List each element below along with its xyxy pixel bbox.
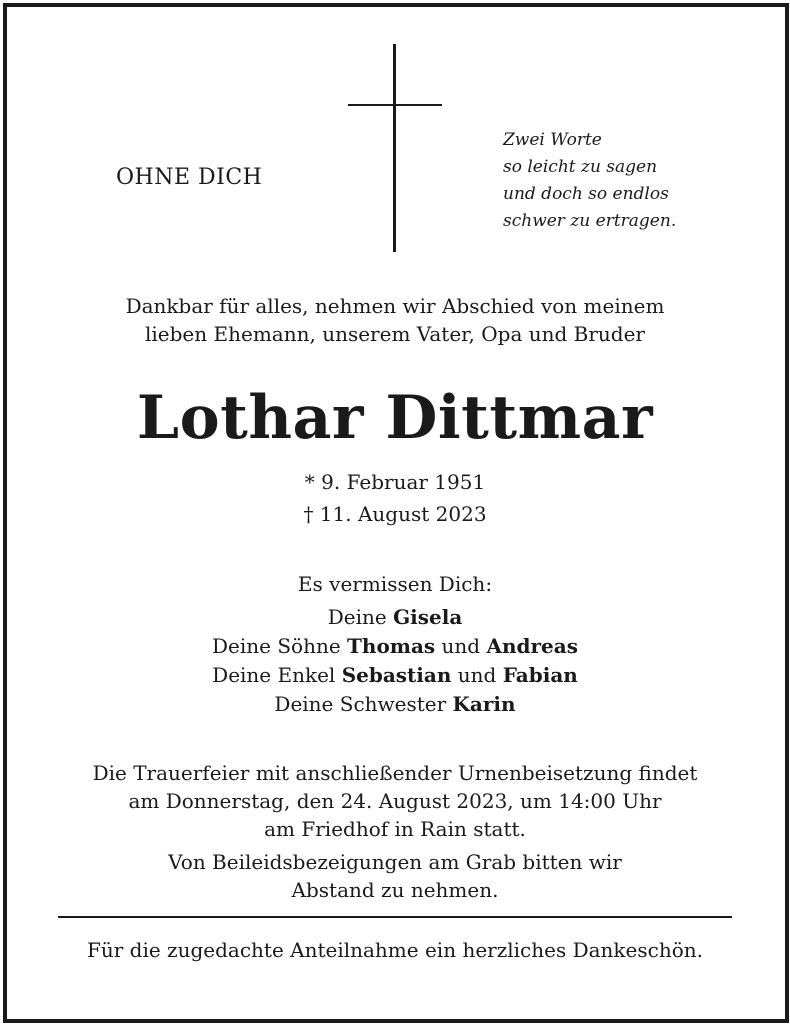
mourner-name: Andreas	[486, 634, 578, 658]
intro-text	[0, 292, 790, 348]
poem	[503, 127, 676, 235]
header-motto: OHNE DICH	[116, 165, 263, 190]
relation: Deine Söhne	[211, 634, 348, 658]
mourner-name: Thomas	[347, 634, 436, 658]
intro-line: lieben Ehemann, unserem Vater, Opa und Bruder	[145, 322, 645, 346]
mourners-heading: Es vermissen Dich:	[297, 572, 493, 596]
relation: Deine	[327, 605, 394, 629]
condolence-line: Abstand zu nehmen.	[291, 878, 499, 902]
relation: Deine Enkel	[212, 663, 342, 687]
mourner-name: Karin	[452, 692, 516, 716]
cross-icon-bar	[348, 104, 442, 106]
conjunction: und	[451, 663, 503, 687]
cross-icon	[393, 44, 396, 252]
service-line: am Donnerstag, den 24. August 2023, um 14:00 Uhr	[128, 789, 662, 813]
birth-date: * 9. Februar 1951	[304, 470, 486, 494]
poem-line: und doch so endlos	[503, 184, 669, 204]
mourner-name: Fabian	[502, 663, 578, 687]
deceased-name: Lothar Dittmar	[136, 383, 654, 453]
poem-line: so leicht zu sagen	[503, 157, 658, 177]
service-line: Die Trauerfeier mit anschließender Urnenbeisetzung findet	[92, 761, 698, 785]
conjunction: und	[435, 634, 487, 658]
mourner-name: Gisela	[393, 605, 463, 629]
death-date: † 11. August 2023	[303, 502, 487, 526]
service-info	[0, 759, 790, 843]
mourner-line	[0, 632, 790, 661]
life-dates	[0, 466, 790, 530]
mourner-line	[0, 603, 790, 632]
mourner-name: Sebastian	[341, 663, 452, 687]
mourners-list	[0, 603, 790, 719]
relation: Deine Schwester	[274, 692, 453, 716]
intro-line: Dankbar für alles, nehmen wir Abschied von meinem	[125, 294, 665, 318]
mourner-line	[0, 690, 790, 719]
poem-line: schwer zu ertragen.	[503, 211, 677, 231]
mourner-line	[0, 661, 790, 690]
condolence-note	[0, 848, 790, 904]
service-line: am Friedhof in Rain statt.	[264, 817, 526, 841]
divider	[58, 916, 732, 918]
poem-line: Zwei Worte	[503, 130, 602, 150]
thanks-footer: Für die zugedachte Anteilnahme ein herzliches Dankeschön.	[86, 938, 704, 962]
condolence-line: Von Beileidsbezeigungen am Grab bitten wir	[168, 850, 622, 874]
